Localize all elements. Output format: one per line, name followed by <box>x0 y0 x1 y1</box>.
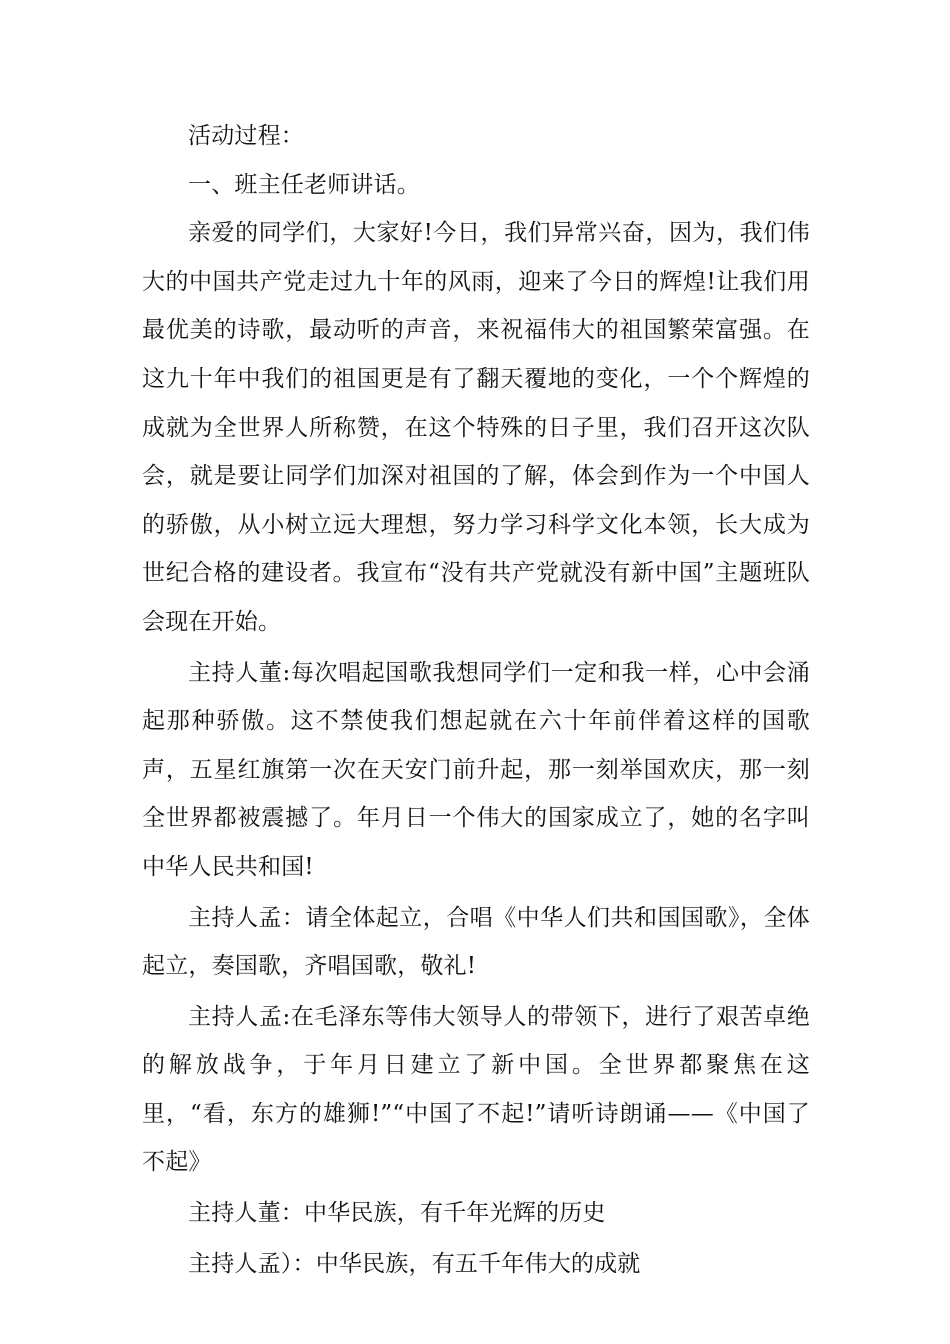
paragraph-section-one: 一、班主任老师讲话。 <box>188 171 420 198</box>
paragraph-teacher-speech: 亲爱的同学们，大家好!今日，我们异常兴奋，因为，我们伟大的中国共产党走过九十年的风雨，迎来了今日的辉煌!让我们用最优美的诗歌，最动听的声音，来祝福伟大的祖国繁荣富强。在这九十年中我们的祖国更是有了翻天覆地的变化，一个个辉煌的成就为全世界人所称赞，在这个特殊的日子里，我们召开这次队会，就是要让同学们加深对祖国的了解，体会到作为一个中国人的骄傲，从小树立远大理想，努力学习科学文化本领，长大成为世纪合格的建设者。我宣布“没有共产党就没有新中国”主题班队会现在开始。 <box>142 220 810 635</box>
paragraph-heading-process: 活动过程： <box>188 123 304 149</box>
paragraph-host-meng-1: 主持人孟：请全体起立，合唱《中华人们共和国国歌》，全体起立，奏国歌，齐唱国歌，敬礼! <box>142 904 810 980</box>
paragraph-host-dong-1: 主持人董:每次唱起国歌我想同学们一定和我一样，心中会涌起那种骄傲。这不禁使我们想起就在六十年前伴着这样的国歌声，五星红旗第一次在天安门前升起，那一刻举国欢庆，那一刻全世界都被震撼了。年月日一个伟大的国家成立了，她的名字叫中华人民共和国! <box>142 659 810 880</box>
paragraph-host-meng-3: 主持人孟）：中华民族，有五千年伟大的成就 <box>188 1250 641 1277</box>
paragraph-host-meng-2: 主持人孟:在毛泽东等伟大领导人的带领下，进行了艰苦卓绝的解放战争，于年月日建立了新中国。全世界都聚焦在这里，“看，东方的雄狮!”“中国了不起!”请听诗朗诵——《中国了不起》 <box>142 1003 810 1176</box>
paragraph-host-dong-2: 主持人董：中华民族，有千年光辉的历史 <box>188 1200 606 1227</box>
document-body <box>142 112 810 1288</box>
